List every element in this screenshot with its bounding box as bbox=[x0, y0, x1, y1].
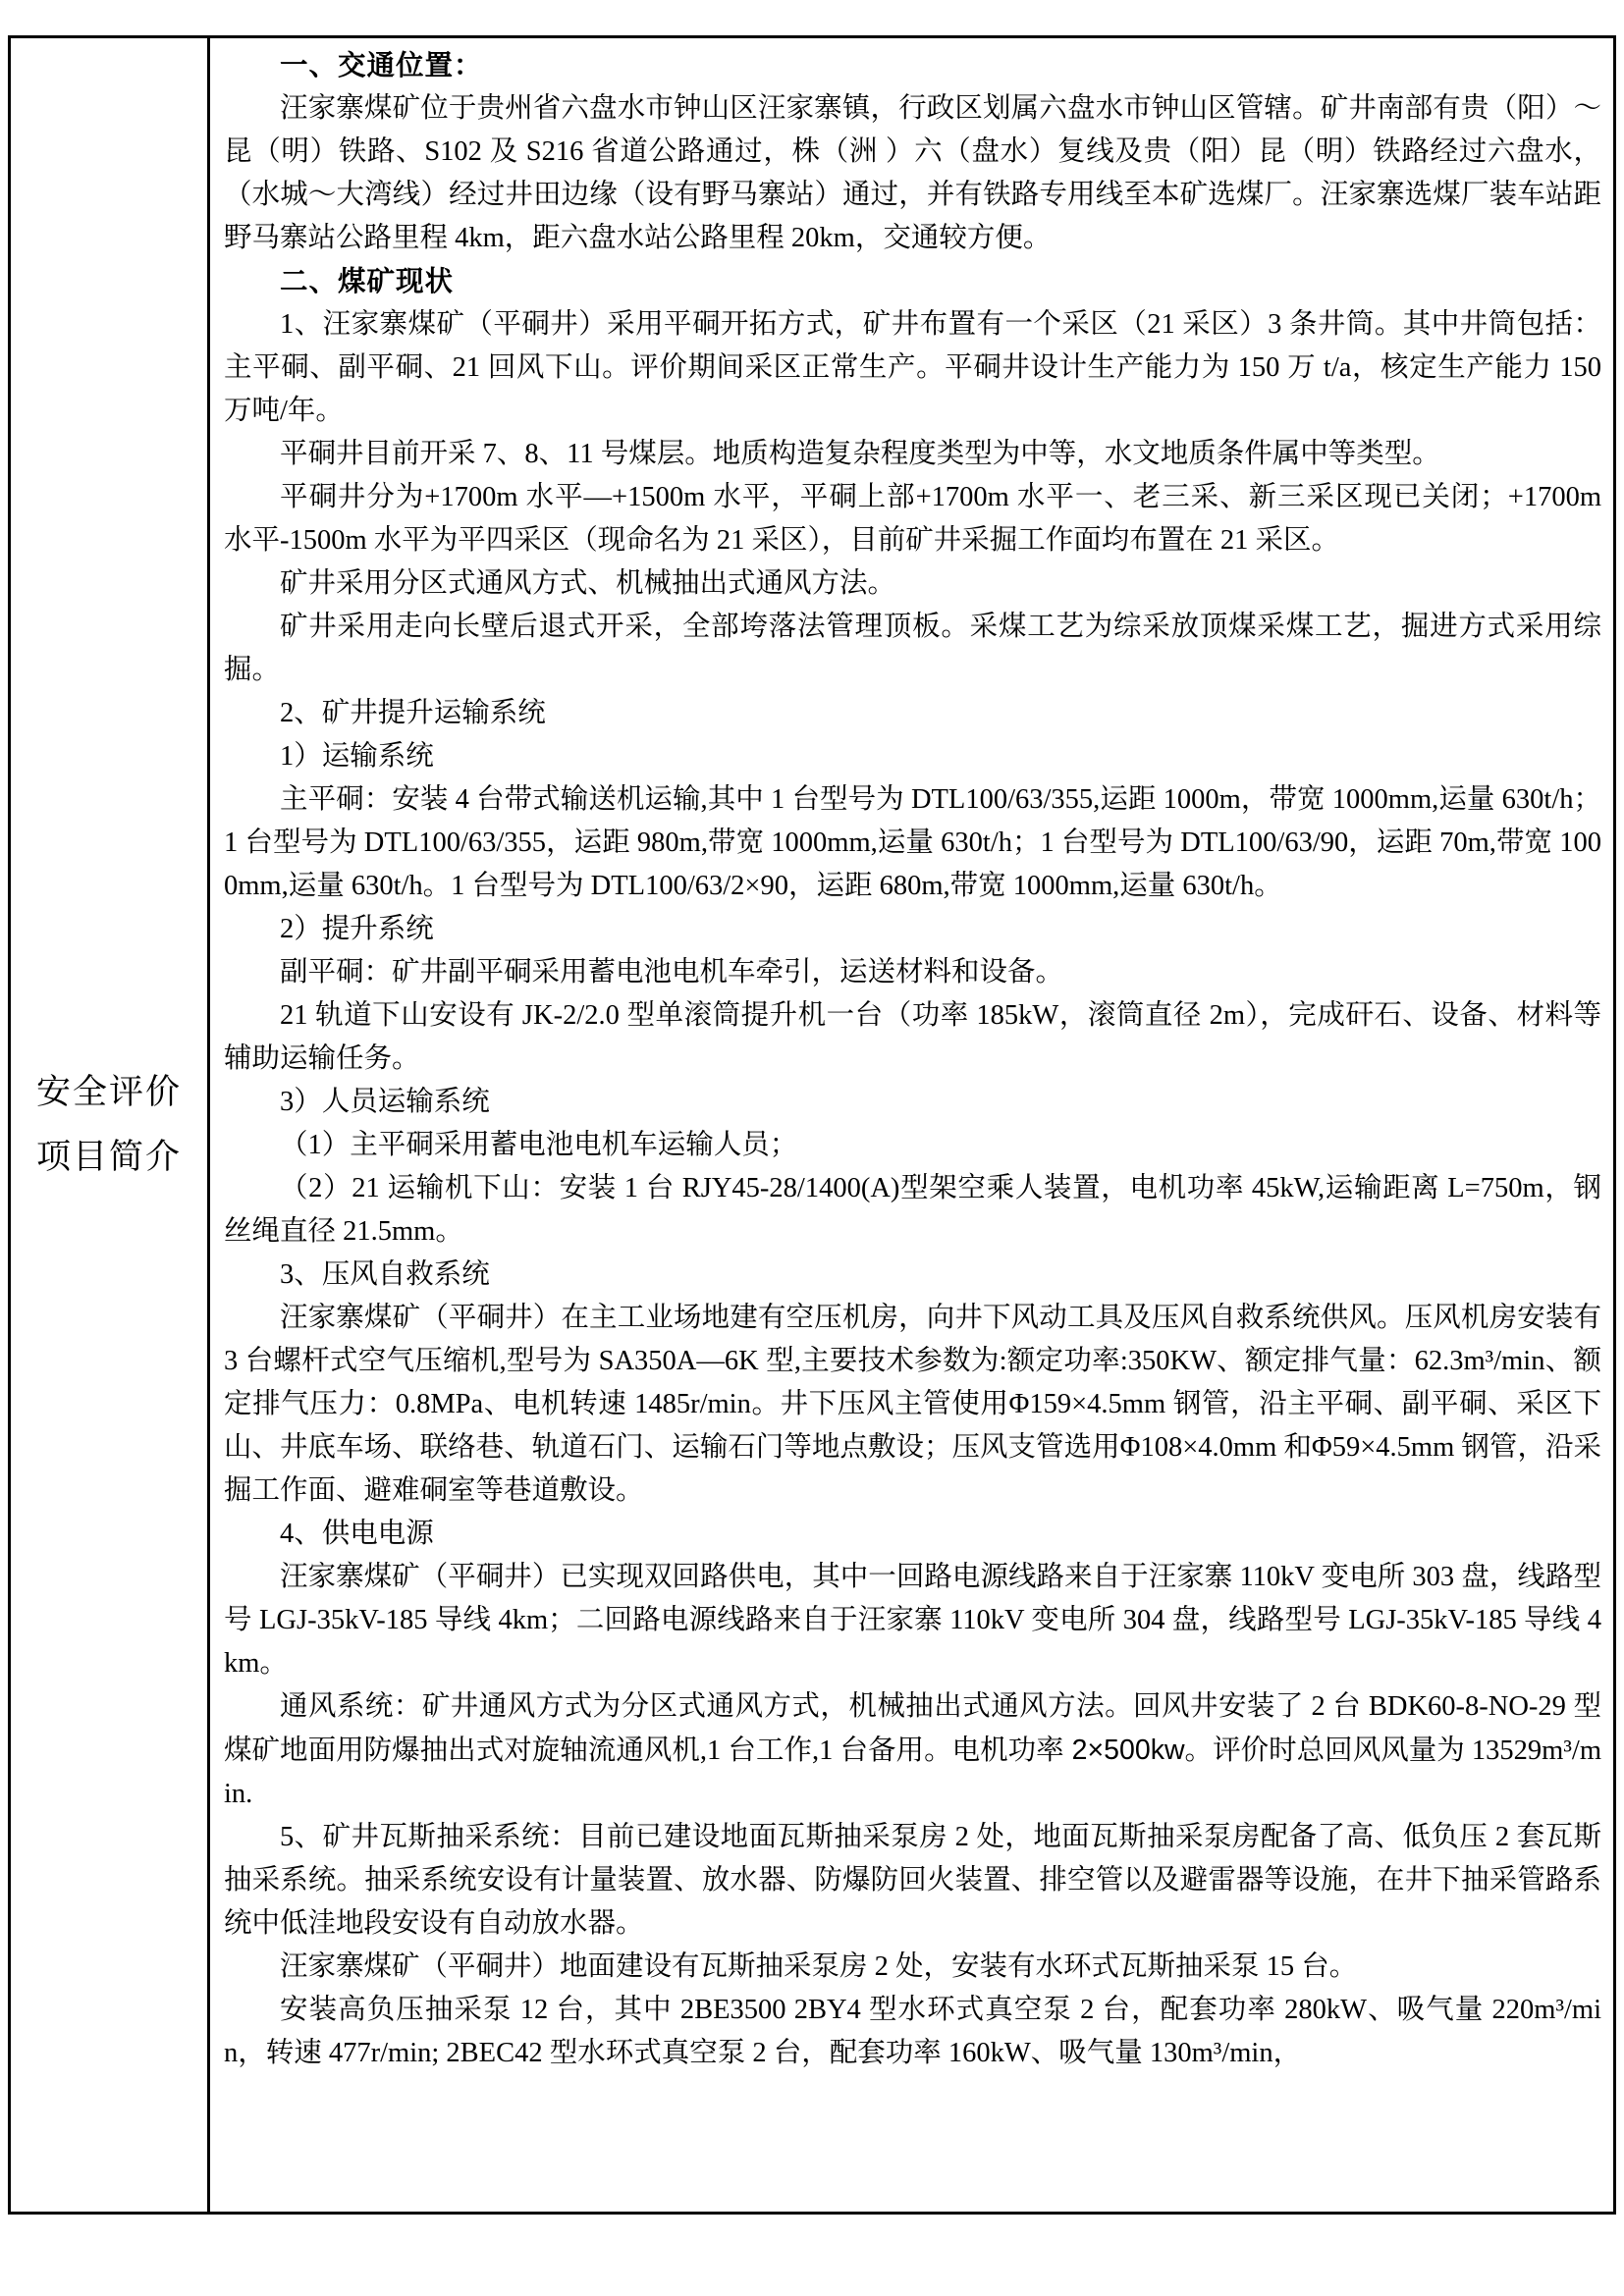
text-run: （1）主平硐采用蓄电池电机车运输人员； bbox=[280, 1130, 798, 1160]
text-run: 2）提升系统 bbox=[280, 914, 434, 944]
text-run: 1、汪家寨煤矿（平硐井）采用平硐开拓方式，矿井布置有一个采区（21 采区）3 条井筒。其中井筒包括：主平硐、副平硐、21 回风下山。评价期间采区正常生产。平硐井设计生产能力为 150 万 t/a，核定生产能力 150 万吨/年。 bbox=[224, 309, 1601, 426]
text-run: 4、供电电源 bbox=[280, 1519, 434, 1549]
text-run: 3、压风自救系统 bbox=[280, 1259, 490, 1290]
paragraph bbox=[224, 562, 1601, 606]
text-run: 副平硐：矿井副平硐采用蓄电池电机车牵引，运送材料和设备。 bbox=[280, 957, 1064, 988]
paragraph bbox=[224, 1816, 1601, 1946]
paragraph bbox=[224, 692, 1601, 735]
paragraph bbox=[224, 994, 1601, 1081]
paragraph bbox=[224, 735, 1601, 778]
text-run: 汪家寨煤矿位于贵州省六盘水市钟山区汪家寨镇，行政区划属六盘水市钟山区管辖。矿井南部有贵（阳）～昆（明）铁路、S102 及 S216 省道公路通过，株（洲 ）六（盘水）复线及贵（阳）昆（明）铁路经过六盘水，（水城～大湾线）经过井田边缘（设有野马寨站）通过，并有铁路专用线至本矿选煤厂。汪家寨选煤厂装车站距野马寨站公路里程 4km，距六盘水站公路里程 20km，交通较方便。 bbox=[224, 93, 1601, 253]
text-run: 二、煤矿现状 bbox=[280, 266, 455, 297]
paragraph bbox=[224, 1946, 1601, 1989]
paragraph bbox=[224, 1556, 1601, 1685]
report-table bbox=[8, 35, 1616, 2215]
paragraph bbox=[224, 1513, 1601, 1556]
text-run: 2、矿井提升运输系统 bbox=[280, 698, 546, 728]
paragraph bbox=[224, 778, 1601, 908]
text-run: 汪家寨煤矿（平硐井）已实现双回路供电，其中一回路电源线路来自于汪家寨 110kV 变电所 303 盘，线路型号 LGJ-35kV-185 导线 4km；二回路电源线路来自于汪家寨 110kV 变电所 304 盘，线路型号 LGJ-35kV-185 导线 4km。 bbox=[224, 1562, 1601, 1679]
text-run: 矿井采用分区式通风方式、机械抽出式通风方法。 bbox=[280, 568, 896, 599]
paragraph bbox=[224, 951, 1601, 994]
paragraph bbox=[224, 908, 1601, 951]
text-run: （2）21 运输机下山：安装 1 台 RJY45-28/1400(A)型架空乘人装置，电机功率 45kW,运输距离 L=750m，钢丝绳直径 21.5mm。 bbox=[224, 1173, 1601, 1247]
paragraph bbox=[224, 87, 1601, 260]
paragraph bbox=[224, 1167, 1601, 1254]
paragraph bbox=[224, 1124, 1601, 1167]
text-run: 汪家寨煤矿（平硐井）在主工业场地建有空压机房，向井下风动工具及压风自救系统供风。压风机房安装有 3 台螺杆式空气压缩机,型号为 SA350A—6K 型,主要技术参数为:额定功率:350KW、额定排气量：62.3m³/min、额定排气压力：0.8MPa、电机转速 1485r/min。井下压风主管使用Φ159×4.5mm 钢管，沿主平硐、副平硐、采区下山、井底车场、联络巷、轨道石门、运输石门等地点敷设；压风支管选用Φ108×4.0mm 和Φ59×4.5mm 钢管，沿采掘工作面、避难硐室等巷道敷设。 bbox=[224, 1303, 1601, 1506]
text-run: 矿井采用走向长壁后退式开采，全部垮落法管理顶板。采煤工艺为综采放顶煤采煤工艺，掘进方式采用综掘。 bbox=[224, 612, 1601, 685]
paragraph bbox=[224, 1297, 1601, 1513]
text-run-hei: 电机功率 2×500kw。 bbox=[951, 1735, 1214, 1766]
text-run: 安装高负压抽采泵 12 台，其中 2BE3500 2BY4 型水环式真空泵 2 台，配套功率 280kW、吸气量 220m³/min，转速 477r/min; 2BEC42 型水环式真空泵 2 台，配套功率 160kW、吸气量 130m³/min， bbox=[224, 1995, 1601, 2068]
text-run: 1）运输系统 bbox=[280, 741, 434, 772]
paragraph bbox=[224, 1254, 1601, 1297]
report-text bbox=[210, 38, 1613, 2212]
row-header-line-2: 项目简介 bbox=[35, 1138, 182, 1176]
text-run: 平硐井目前开采 7、8、11 号煤层。地质构造复杂程度类型为中等，水文地质条件属中等类型。 bbox=[280, 439, 1440, 469]
text-run: 21 轨道下山安设有 JK-2/2.0 型单滚筒提升机一台（功率 185kW，滚筒直径 2m），完成矸石、设备、材料等辅助运输任务。 bbox=[224, 1000, 1601, 1074]
section-heading bbox=[224, 44, 1601, 87]
paragraph bbox=[224, 1081, 1601, 1124]
text-run: 5、矿井瓦斯抽采系统：目前已建设地面瓦斯抽采泵房 2 处，地面瓦斯抽采泵房配备了高、低负压 2 套瓦斯抽采系统。抽采系统安设有计量装置、放水器、防爆防回火装置、排空管以及避雷器等设施，在井下抽采管路系统中低洼地段安设有自动放水器。 bbox=[224, 1822, 1601, 1939]
text-run: 平硐井分为+1700m 水平—+1500m 水平，平硐上部+1700m 水平一、老三采、新三采区现已关闭；+1700m 水平-1500m 水平为平四采区（现命名为 21 采区），目前矿井采掘工作面均布置在 21 采区。 bbox=[224, 482, 1601, 556]
paragraph bbox=[224, 476, 1601, 562]
text-run: 通风系统：矿井通风方式为分区式通风方式，机械抽出式通风方法。回风井安装了 2 台 BDK60-8-NO-29 型煤矿地面用防爆抽出式对旋轴流通风机,1 台工作,1 台备用。 bbox=[224, 1691, 1601, 1766]
text-run: 主平硐：安装 4 台带式输送机运输,其中 1 台型号为 DTL100/63/355,运距 1000m，带宽 1000mm,运量 630t/h；1 台型号为 DTL100/63/355，运距 980m,带宽 1000mm,运量 630t/h；1 台型号为 DTL100/63/90，运距 70m,带宽 1000mm,运量 630t/h。1 台型号为 DTL100/63/2×90，运距 680m,带宽 1000mm,运量 630t/h。 bbox=[224, 784, 1601, 901]
paragraph bbox=[224, 1989, 1601, 2075]
row-header-cell bbox=[11, 38, 210, 2212]
text-run: 3）人员运输系统 bbox=[280, 1087, 490, 1117]
text-run: 评价时总回风风量为 13529m³/min. bbox=[224, 1735, 1601, 1809]
row-header-line-1: 安全评价 bbox=[35, 1073, 182, 1111]
paragraph bbox=[224, 1685, 1601, 1816]
text-run: 一、交通位置： bbox=[280, 50, 483, 81]
section-heading bbox=[224, 260, 1601, 303]
text-run: 汪家寨煤矿（平硐井）地面建设有瓦斯抽采泵房 2 处，安装有水环式瓦斯抽采泵 15 台。 bbox=[280, 1951, 1358, 1982]
paragraph bbox=[224, 606, 1601, 692]
paragraph bbox=[224, 303, 1601, 433]
paragraph bbox=[224, 433, 1601, 476]
